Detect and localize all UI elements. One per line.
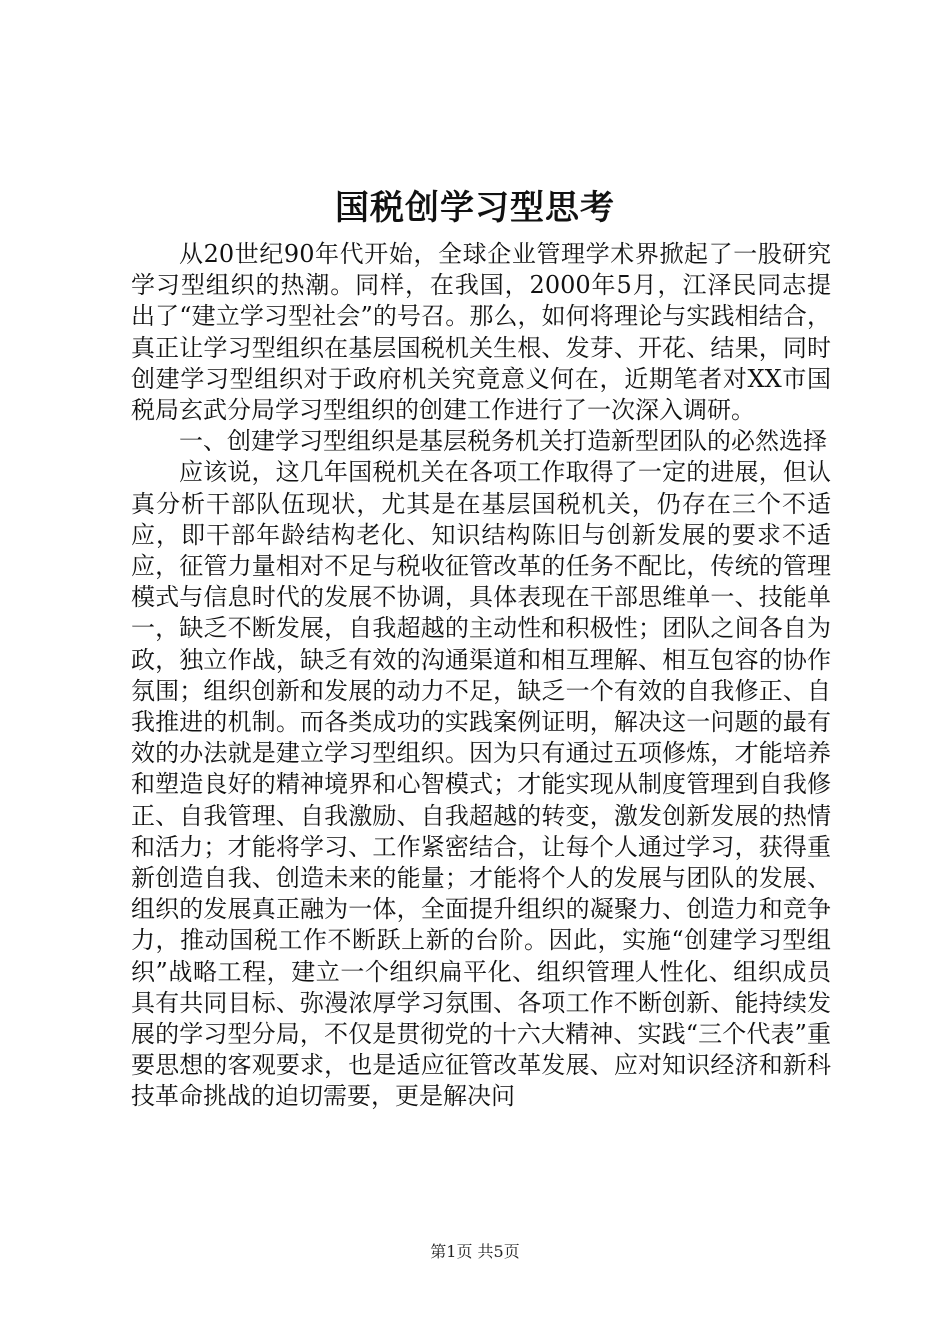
document-body bbox=[131, 239, 831, 1113]
page-footer: 第1页 共5页 bbox=[430, 1242, 520, 1261]
paragraph-analysis: 应该说，这几年国税机关在各项工作取得了一定的进展，但认真分析干部队伍现状，尤其是在基层国税机关，仍存在三个不适应，即干部年龄结构老化、知识结构陈旧与创新发展的要求不适应，征管力量相对不足与税收征管改革的任务不配比，传统的管理模式与信息时代的发展不协调，具体表现在干部思维单一、技能单一，缺乏不断发展，自我超越的主动性和积极性；团队之间各自为政，独立作战，缺乏有效的沟通渠道和相互理解、相互包容的协作氛围；组织创新和发展的动力不足，缺乏一个有效的自我修正、自我推进的机制。而各类成功的实践案例证明，解决这一问题的最有效的办法就是建立学习型组织。因为只有通过五项修炼，才能培养和塑造良好的精神境界和心智模式；才能实现从制度管理到自我修正、自我管理、自我激励、自我超越的转变，激发创新发展的热情和活力；才能将学习、工作紧密结合，让每个人通过学习，获得重新创造自我、创造未来的能量；才能将个人的发展与团队的发展、组织的发展真正融为一体，全面提升组织的凝聚力、创造力和竞争力，推动国税工作不断跃上新的台阶。因此，实施“创建学习型组织”战略工程，建立一个组织扁平化、组织管理人性化、组织成员具有共同目标、弥漫浓厚学习氛围、各项工作不断创新、能持续发展的学习型分局，不仅是贯彻党的十六大精神、实践“三个代表”重要思想的客观要求，也是适应征管改革发展、应对知识经济和新科技革命挑战的迫切需要，更是解决问 bbox=[131, 458, 831, 1111]
paragraph-intro: 从20世纪90年代开始，全球企业管理学术界掀起了一股研究学习型组织的热潮。同样，在我国，2000年5月，江泽民同志提出了“建立学习型社会”的号召。那么，如何将理论与实践相结合，真正让学习型组织在基层国税机关生根、发芽、开花、结果，同时创建学习型组织对于政府机关究竟意义何在，近期笔者对XX市国税局玄武分局学习型组织的创建工作进行了一次深入调研。 bbox=[131, 240, 831, 425]
paragraph-heading-1: 一、创建学习型组织是基层税务机关打造新型团队的必然选择 bbox=[179, 427, 827, 456]
document-title: 国税创学习型思考 bbox=[335, 188, 615, 228]
